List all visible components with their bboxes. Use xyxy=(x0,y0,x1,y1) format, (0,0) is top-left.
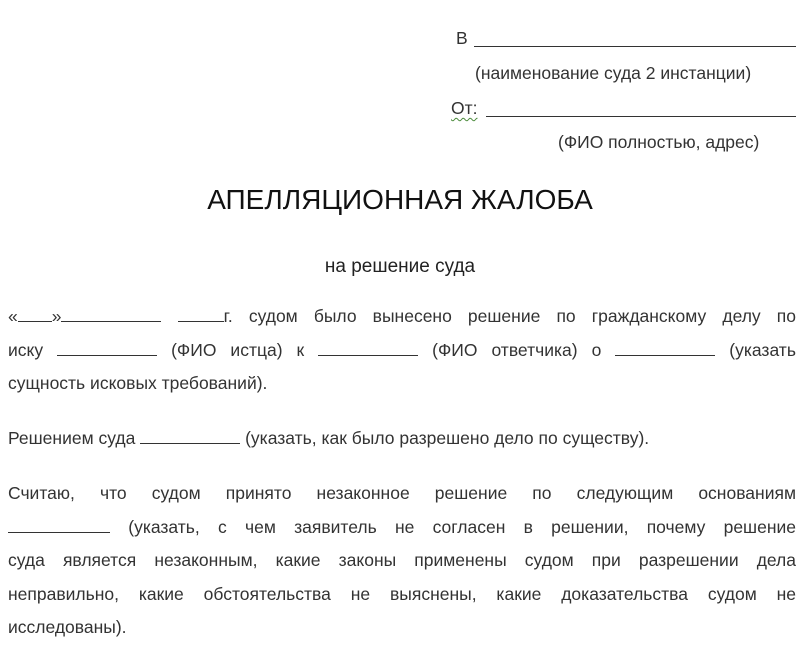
decision-text: г. судом было вынесено решение по гражданскому делу по xyxy=(223,306,797,326)
grounds-blank[interactable] xyxy=(8,531,110,533)
paragraph-row: Считаю, что судом принято незаконное решение по следующим основаниям xyxy=(8,483,796,503)
paragraph-row xyxy=(8,300,796,334)
document-title: АПЕЛЛЯЦИОННАЯ ЖАЛОБА xyxy=(207,184,593,215)
text: (указать, как было разрешено дело по существу). xyxy=(245,428,650,448)
open-quote: « xyxy=(8,306,18,326)
day-blank[interactable] xyxy=(18,320,52,322)
paragraph-row: неправильно, какие обстоятельства не выяснены, какие доказательства судом не xyxy=(8,583,796,604)
claims-blank[interactable] xyxy=(615,354,715,356)
text: (ФИО истца) к xyxy=(171,339,305,360)
paragraph-row xyxy=(8,422,796,456)
document-subtitle: на решение суда xyxy=(324,256,476,277)
month-blank[interactable] xyxy=(61,320,161,322)
paragraph-grounds xyxy=(8,477,796,645)
paragraph-row: сущность исковых требований). xyxy=(8,373,268,393)
year-blank[interactable] xyxy=(178,320,224,322)
decision-blank[interactable] xyxy=(140,442,240,444)
paragraph-row: исследованы). xyxy=(8,617,127,637)
from-applicant-blank[interactable] xyxy=(486,116,796,117)
to-court-blank[interactable] xyxy=(474,46,796,47)
to-label: В xyxy=(456,28,468,48)
text: (указать xyxy=(729,339,796,360)
paragraph-decision-info xyxy=(8,300,796,401)
plaintiff-blank[interactable] xyxy=(57,354,157,356)
to-court-hint: (наименование суда 2 инстанции) xyxy=(475,63,752,83)
close-quote: » xyxy=(51,306,62,326)
defendant-blank[interactable] xyxy=(318,354,418,356)
paragraph-row xyxy=(8,511,796,545)
from-applicant-hint: (ФИО полностью, адрес) xyxy=(558,132,760,152)
paragraph-court-decision xyxy=(8,422,796,456)
text: Решением суда xyxy=(8,428,136,448)
text: (указать, с чем заявитель не согласен в решении, почему решение xyxy=(128,516,796,537)
text: (ФИО ответчика) о xyxy=(432,339,602,360)
from-label: От: xyxy=(451,98,478,118)
paragraph-row xyxy=(8,334,796,368)
text: иску xyxy=(8,339,44,360)
paragraph-row: суда является незаконным, какие законы применены судом при разрешении дела xyxy=(8,550,796,570)
